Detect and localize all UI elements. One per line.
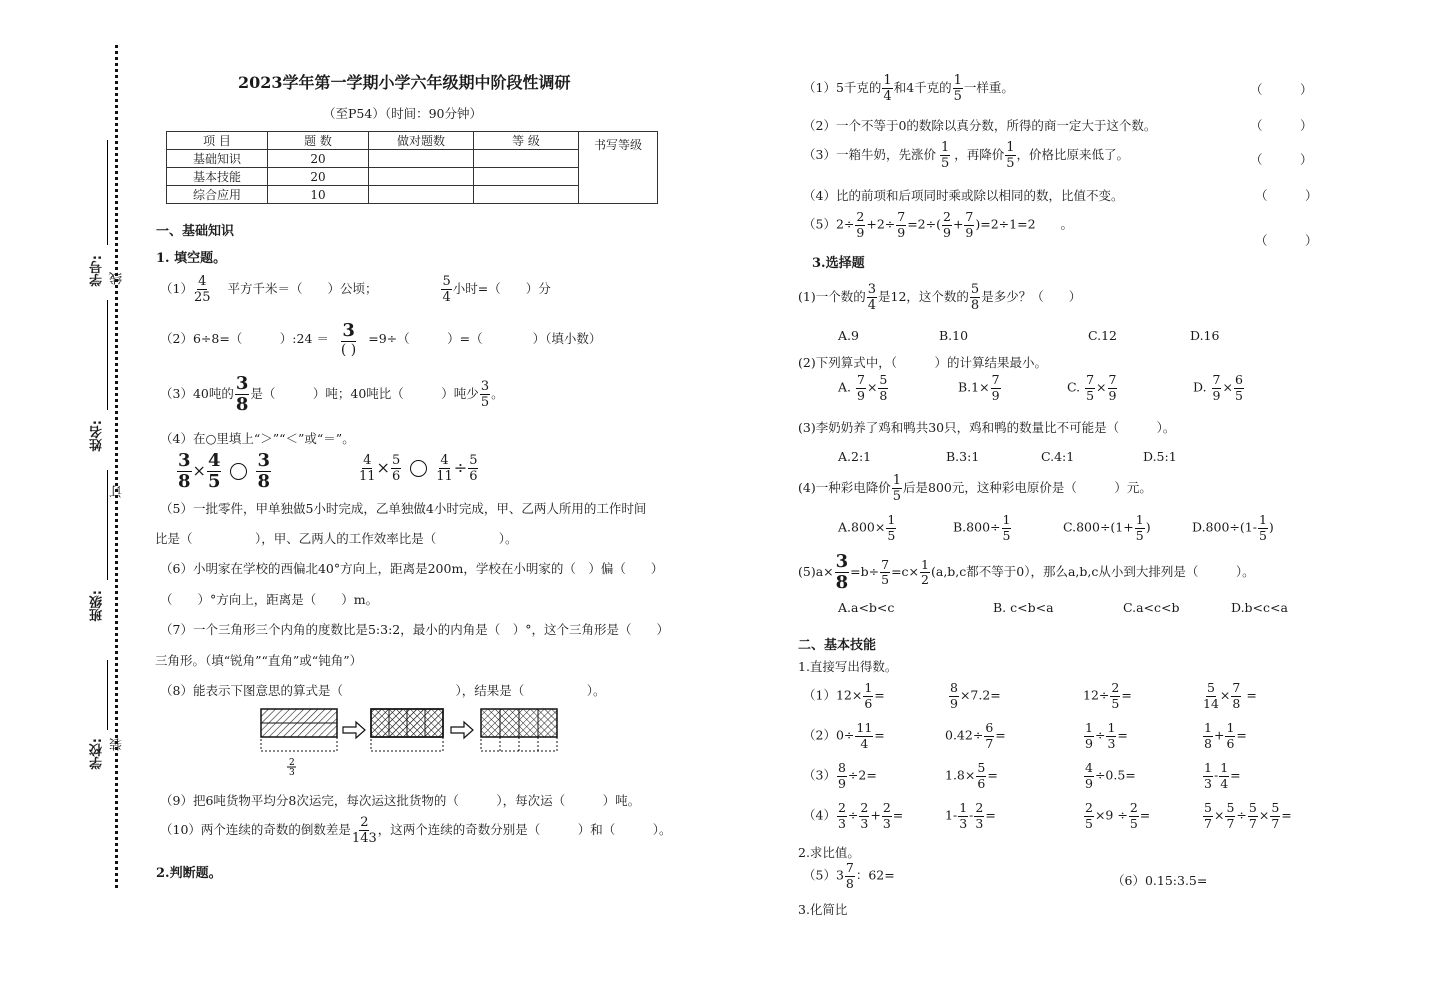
section-heading: 一、基础知识 [156,224,235,239]
choice-2: (2)下列算式中，（ ）的计算结果最小。 [798,355,1047,370]
question-6a: （6）小明家在学校的西偏北40°方向上，距离是200m，学校在小明家的（ ）偏（ ） [160,561,664,576]
judge-3-answer[interactable]: （ ） [1250,152,1313,167]
table-header: 题 数 [268,132,369,150]
judge-1-answer[interactable]: （ ） [1250,82,1313,97]
table-cell: 20 [268,150,369,168]
table-row [167,132,658,150]
choice-4-option[interactable]: A.800× $\frac{1}{5}$ [838,512,896,543]
calc-item: $\frac{5}{14}$ × $\frac{7}{8}$ = [1203,680,1257,711]
calc-item: $\frac{4}{9}$ ÷0.5= [1085,760,1136,791]
choice-2-option[interactable]: C. $\frac{7}{5}$ × $\frac{7}{9}$ [1067,372,1117,403]
number-blank[interactable] [107,140,108,245]
calc-item: （1）12× $\frac{1}{6}$ = [803,680,885,711]
number-label: 学号: [90,255,105,287]
calc-item: （3） $\frac{8}{9}$ ÷2= [803,760,877,791]
score-table [166,131,658,204]
choice-2-option[interactable]: D. $\frac{7}{9}$ × $\frac{6}{5}$ [1193,372,1243,403]
fraction-diagram [258,705,562,777]
judge-3: （3）一箱牛奶，先涨价 $\frac{1}{5}$ ，再降价 $\frac{1}{5}$ ，价格比原来低了。 [803,140,1130,171]
calc-item: 1.8× $\frac{5}{6}$ = [945,760,998,791]
choice-5-option[interactable]: A.a<b<c [838,600,895,615]
choice-1: (1)一个数的 $\frac{3}{4}$ 是12，这个数的 $\frac{5}{8}$ 是多少？（ ） [798,282,1082,313]
question-8: （8）能表示下图意思的算式是（ ），结果是（ ）。 [160,683,606,698]
compare-circle-icon[interactable] [230,463,247,480]
compare-circle-icon[interactable] [410,460,427,477]
table-cell: 20 [268,168,369,186]
question-10: （10）两个连续的奇数的倒数差是 $\frac{2}{143}$ ，这两个连续的奇数分别是（ ）和（ ）。 [160,815,672,846]
table-cell[interactable] [474,150,579,168]
calc-item: （4） $\frac{2}{3}$ ÷ $\frac{2}{3}$ + $\frac{2}{3}$ = [803,800,904,831]
question-1: （1） $\frac{4}{25}$ 平方千米＝（ ）公顷； $\frac{5}{4}$ 小时=（ ）分 [160,274,551,305]
choice-3-option[interactable]: A.2:1 [838,449,872,464]
question-9: （9）把6吨货物平均分8次运完，每次运这批货物的（ ），每次运（ ）吨。 [160,793,641,808]
calc-item: 12÷ $\frac{2}{5}$ = [1083,680,1132,711]
choice-4-option[interactable]: B.800÷ $\frac{1}{5}$ [953,512,1011,543]
choice-1-option[interactable]: D.16 [1190,328,1220,343]
choice-4-option[interactable]: C.800÷(1+ $\frac{1}{5}$ ) [1063,512,1151,543]
question-6b: （ ）°方向上，距离是（ ）m。 [160,592,379,607]
choice-3: (3)李奶奶养了鸡和鸭共30只，鸡和鸭的数量比不可能是（ ）。 [798,420,1176,435]
calc-item: $\frac{1}{8}$ + $\frac{1}{6}$ = [1204,720,1247,751]
calc-item: 1- $\frac{1}{3}$ - $\frac{2}{3}$ = [945,800,996,831]
choice-4: (4)一种彩电降价 $\frac{1}{5}$ 后是800元，这种彩电原价是（ ）元。 [798,473,1152,504]
simplify-heading: 3.化简比 [798,902,848,917]
svg-text:2: 2 [289,758,295,768]
direct-heading: 1.直接写出得数。 [798,659,898,674]
question-7b: 三角形。（填“锐角”“直角”或“钝角”） [155,653,363,668]
choice-1-option[interactable]: B.10 [939,328,969,343]
calc-item: $\frac{1}{3}$ - $\frac{1}{4}$ = [1204,760,1241,791]
arrow-icon [343,722,365,738]
binding-dotted-line [115,45,118,888]
question-5b: 比是（ ），甲、乙两人的工作效率比是（ ）。 [155,531,518,546]
choice-2-option[interactable]: A. $\frac{7}{9}$ × $\frac{5}{8}$ [838,372,888,403]
page-subtitle: （至P54）（时间：90分钟） [323,106,482,121]
name-label: 姓名: [90,420,105,452]
table-cell: 基本技能 [167,168,268,186]
table-cell[interactable] [474,168,579,186]
calc-item: $\frac{5}{7}$ × $\frac{5}{7}$ ÷ $\frac{5}{7}$ × $\frac{5}{7}$ = [1204,800,1292,831]
class-label: 班级: [90,590,105,622]
school-label: 学校: [90,738,105,770]
question-3: （3）40吨的 $\frac{3}{8}$ 是（ ）吨；40吨比（ ）吨少 $\frac{3}{5}$ 。 [160,373,504,415]
ding-mark: 订 [110,485,125,498]
xian-mark: 线 [110,272,125,285]
page-title: 2023学年第一学期小学六年级期中阶段性调研 [238,73,571,92]
question-4: （4）在○里填上“＞”“＜”或“＝”。 [160,431,355,446]
calc-item: $\frac{2}{5}$ ×9 ÷ $\frac{2}{5}$ = [1085,800,1151,831]
table-header: 做对题数 [369,132,474,150]
table-cell[interactable] [369,168,474,186]
choice-5-option[interactable]: B. c<b<a [993,600,1054,615]
fill-heading: 1. 填空题。 [156,251,227,266]
table-cell[interactable] [474,186,579,204]
judge-4-answer[interactable]: （ ） [1255,188,1318,203]
judge-5: （5）2÷ $\frac{2}{9}$ +2÷ $\frac{7}{9}$ =2÷( $\frac{2}{9}$ + $\frac{7}{9}$ )=2÷1=2 。 [803,209,1074,240]
name-blank[interactable] [107,300,108,410]
question-7a: （7）一个三角形三个内角的度数比是5:3:2，最小的内角是（ ）°，这个三角形是（ ） [160,622,669,637]
judge-2-answer[interactable]: （ ） [1250,118,1313,133]
judge-4: （4）比的前项和后项同时乘或除以相同的数，比值不变。 [803,188,1124,203]
school-blank[interactable] [107,660,108,730]
compare-2: $\frac{4}{11}$ × $\frac{5}{6}$ $\frac{4}{11}$ ÷ $\frac{5}{6}$ [359,453,478,484]
choice-3-option[interactable]: B.3:1 [946,449,980,464]
choice-3-option[interactable]: D.5:1 [1143,449,1177,464]
judge-2: （2）一个不等于0的数除以真分数，所得的商一定大于这个数。 [803,118,1157,133]
judge-5-answer[interactable]: （ ） [1255,233,1318,248]
choice-heading: 3.选择题 [812,256,865,271]
calc-item: （2）0÷ $\frac{11}{4}$ = [803,720,885,751]
zhuang-mark: 装 [110,738,125,751]
ratio-6: （6）0.15:3.5= [1112,873,1208,888]
section-heading: 二、基本技能 [798,638,877,653]
question-5a: （5）一批零件，甲单独做5小时完成，乙单独做4小时完成，甲、乙两人所用的工作时间 [160,501,647,516]
judge-1: （1）5千克的 $\frac{1}{4}$ 和4千克的 $\frac{1}{5}$ 一样重。 [803,73,1014,104]
ratio-5: （5）3 $\frac{7}{8}$ ：62= [803,860,895,891]
choice-5: (5)a× $\frac{3}{8}$ =b÷ $\frac{7}{5}$ =c× $\frac{1}{2}$ (a,b,c都不等于0），那么a,b,c从小到大排列是（ ）。 [798,551,1255,593]
table-cell[interactable] [369,150,474,168]
table-cell: 综合应用 [167,186,268,204]
arrow-icon [451,722,473,738]
calc-item: 0.42÷ $\frac{6}{7}$ = [945,720,1006,751]
table-cell[interactable] [369,186,474,204]
choice-1-option[interactable]: A.9 [838,328,859,343]
calc-item: $\frac{8}{9}$ ×7.2= [950,680,1001,711]
choice-1-option[interactable]: C.12 [1088,328,1117,343]
svg-text:3: 3 [289,768,295,777]
table-header[interactable]: 书写等级 [579,132,658,204]
choice-5-option[interactable]: D.b<c<a [1231,600,1288,615]
ratio-heading: 2.求比值。 [798,845,860,860]
question-2: （2）6÷8=（ ）:24 ＝ $\frac{3}{( )}$ =9÷（ ）=（ ）（填小数） [160,320,602,358]
table-cell: 基础知识 [167,150,268,168]
choice-2-option[interactable]: B.1× $\frac{7}{9}$ [958,372,1000,403]
choice-3-option[interactable]: C.4:1 [1041,449,1075,464]
calc-item: $\frac{1}{9}$ ÷ $\frac{1}{3}$ = [1085,720,1128,751]
judge-heading: 2.判断题。 [156,866,222,881]
compare-1: $\frac{3}{8}$ × $\frac{4}{5}$ $\frac{3}{8}$ [178,450,270,492]
table-header: 等 级 [474,132,579,150]
choice-4-option[interactable]: D.800÷(1- $\frac{1}{5}$ ) [1192,512,1274,543]
table-header: 项 目 [167,132,268,150]
choice-5-option[interactable]: C.a<c<b [1123,600,1180,615]
table-cell: 10 [268,186,369,204]
